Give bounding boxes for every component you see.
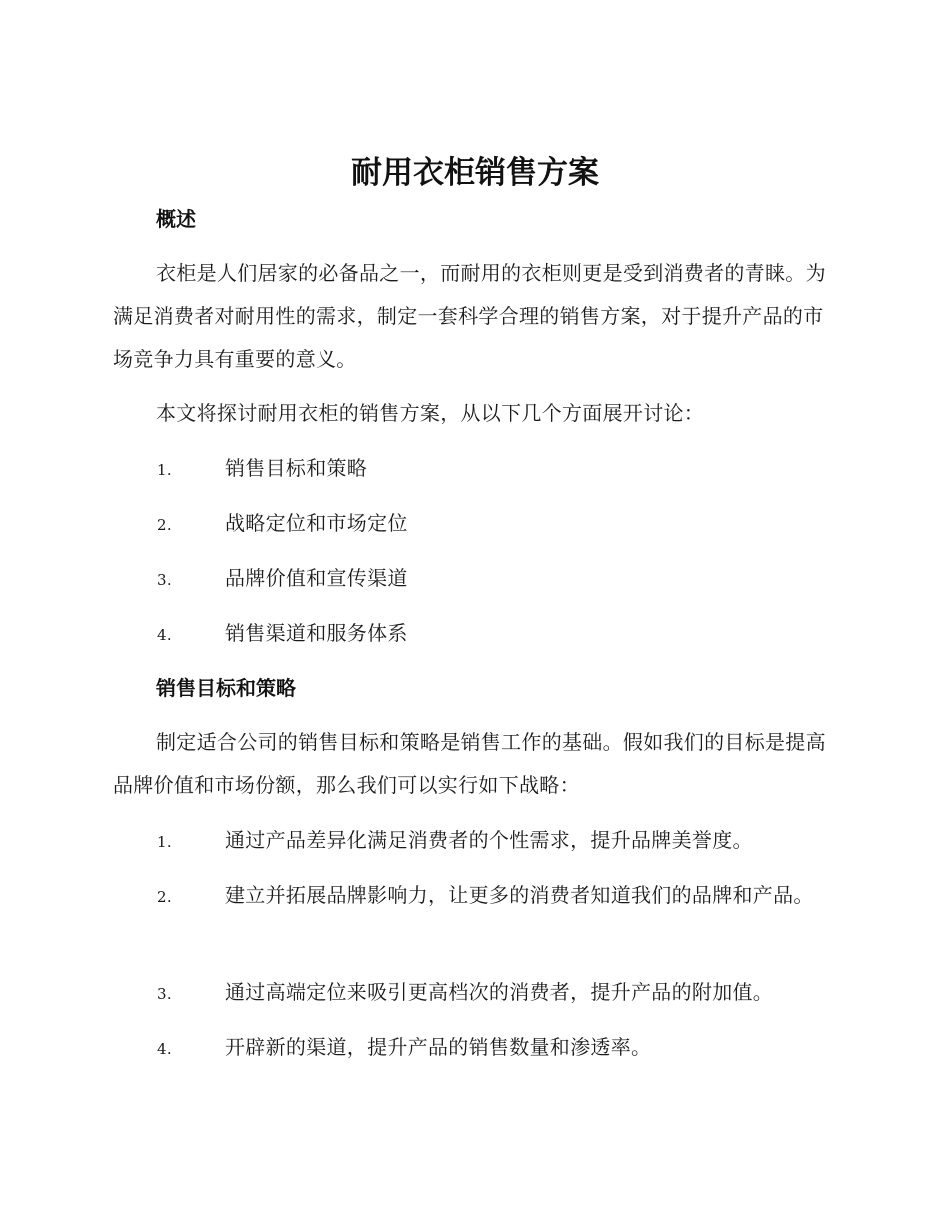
- goals-list-item: [113, 971, 833, 1016]
- list-text: 通过产品差异化满足消费者的个性需求，提升品牌美誉度。: [225, 828, 753, 852]
- goals-list-item: [113, 874, 833, 919]
- list-text: 开辟新的渠道，提升产品的销售数量和渗透率。: [225, 1035, 652, 1059]
- overview-paragraph-1: 衣柜是人们居家的必备品之一，而耐用的衣柜则更是受到消费者的青睐。为满足消费者对耐用性的需求，制定一套科学合理的销售方案，对于提升产品的市场竞争力具有重要的意义。: [113, 261, 826, 371]
- overview-list-item: [113, 447, 833, 492]
- list-number: 3.: [157, 571, 172, 589]
- list-number: 4.: [157, 626, 172, 644]
- section-heading-goals: 销售目标和策略: [156, 676, 296, 700]
- goals-list-item: [113, 819, 833, 864]
- list-text: 销售目标和策略: [225, 456, 368, 480]
- overview-list-item: [113, 557, 833, 602]
- list-number: 2.: [157, 888, 172, 906]
- overview-paragraph-2: 本文将探讨耐用衣柜的销售方案，从以下几个方面展开讨论：: [156, 401, 705, 425]
- document-title: 耐用衣柜销售方案: [351, 155, 599, 191]
- goals-paragraph-1: 制定适合公司的销售目标和策略是销售工作的基础。假如我们的目标是提高品牌价值和市场份额，那么我们可以实行如下战略：: [113, 730, 826, 797]
- list-text: 通过高端定位来吸引更高档次的消费者，提升产品的附加值。: [225, 980, 774, 1004]
- list-text: 品牌价值和宣传渠道: [225, 566, 408, 590]
- list-text: 战略定位和市场定位: [225, 511, 408, 535]
- list-text: 建立并拓展品牌影响力，让更多的消费者知道我们的品牌和产品。: [225, 883, 814, 907]
- list-number: 3.: [157, 985, 172, 1003]
- section-heading-overview: 概述: [156, 207, 196, 231]
- list-number: 2.: [157, 516, 172, 534]
- goals-list-item: [113, 1026, 833, 1071]
- list-number: 4.: [157, 1040, 172, 1058]
- list-number: 1.: [157, 833, 172, 851]
- list-text: 销售渠道和服务体系: [225, 621, 408, 645]
- list-number: 1.: [157, 461, 172, 479]
- overview-list-item: [113, 502, 833, 547]
- overview-list-item: [113, 612, 833, 657]
